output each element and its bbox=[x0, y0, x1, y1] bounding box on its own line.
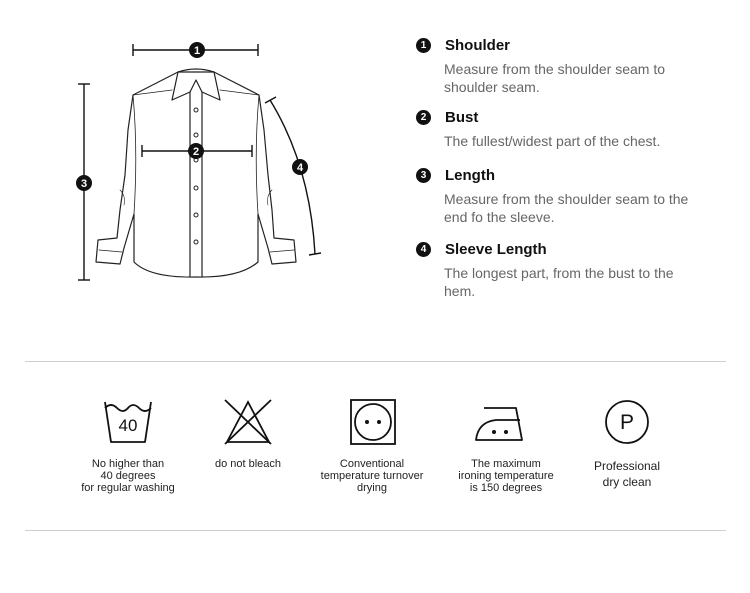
dry-clean-icon bbox=[603, 398, 651, 446]
measure-title: Shoulder bbox=[445, 37, 511, 54]
care-label: The maximum ironing temperature is 150 degrees bbox=[458, 458, 554, 494]
svg-text:4: 4 bbox=[296, 162, 304, 174]
svg-text:40: 40 bbox=[118, 416, 138, 435]
care-label: Conventional temperature turnover drying bbox=[320, 458, 424, 494]
measure-description: The fullest/widest part of the chest. bbox=[444, 133, 661, 149]
number-badge: 2 bbox=[416, 110, 431, 125]
measure-title: Length bbox=[445, 167, 495, 184]
divider-top bbox=[25, 361, 726, 362]
measure-description: Measure from the shoulder seam to shoulder seam. bbox=[444, 61, 665, 95]
measure-title: Sleeve Length bbox=[445, 241, 547, 258]
measure-title: Bust bbox=[445, 109, 479, 126]
marker-4 bbox=[292, 159, 308, 175]
svg-text:3: 3 bbox=[80, 178, 88, 190]
care-label: No higher than 40 degrees for regular washing bbox=[81, 458, 175, 494]
divider-bottom bbox=[25, 530, 726, 531]
marker-1 bbox=[189, 42, 205, 58]
measure-description: Measure from the shoulder seam to the end fo the sleeve. bbox=[444, 191, 689, 225]
number-badge: 3 bbox=[416, 168, 431, 183]
marker-2 bbox=[188, 143, 204, 159]
care-label: Professional dry clean bbox=[593, 459, 661, 489]
tumble-dry-icon bbox=[349, 398, 397, 446]
measure-description: The longest part, from the bust to the hem. bbox=[444, 265, 674, 299]
svg-text:P: P bbox=[619, 411, 635, 434]
marker-3 bbox=[76, 175, 92, 191]
care-label: do not bleach bbox=[214, 458, 282, 470]
iron-icon bbox=[474, 402, 530, 444]
number-badge: 4 bbox=[416, 242, 431, 257]
svg-text:1: 1 bbox=[193, 45, 201, 57]
shirt-measurement-diagram bbox=[60, 30, 350, 300]
no-bleach-icon bbox=[223, 398, 273, 446]
wash-40-icon bbox=[102, 398, 154, 446]
number-badge: 1 bbox=[416, 38, 431, 53]
svg-text:2: 2 bbox=[192, 146, 200, 158]
